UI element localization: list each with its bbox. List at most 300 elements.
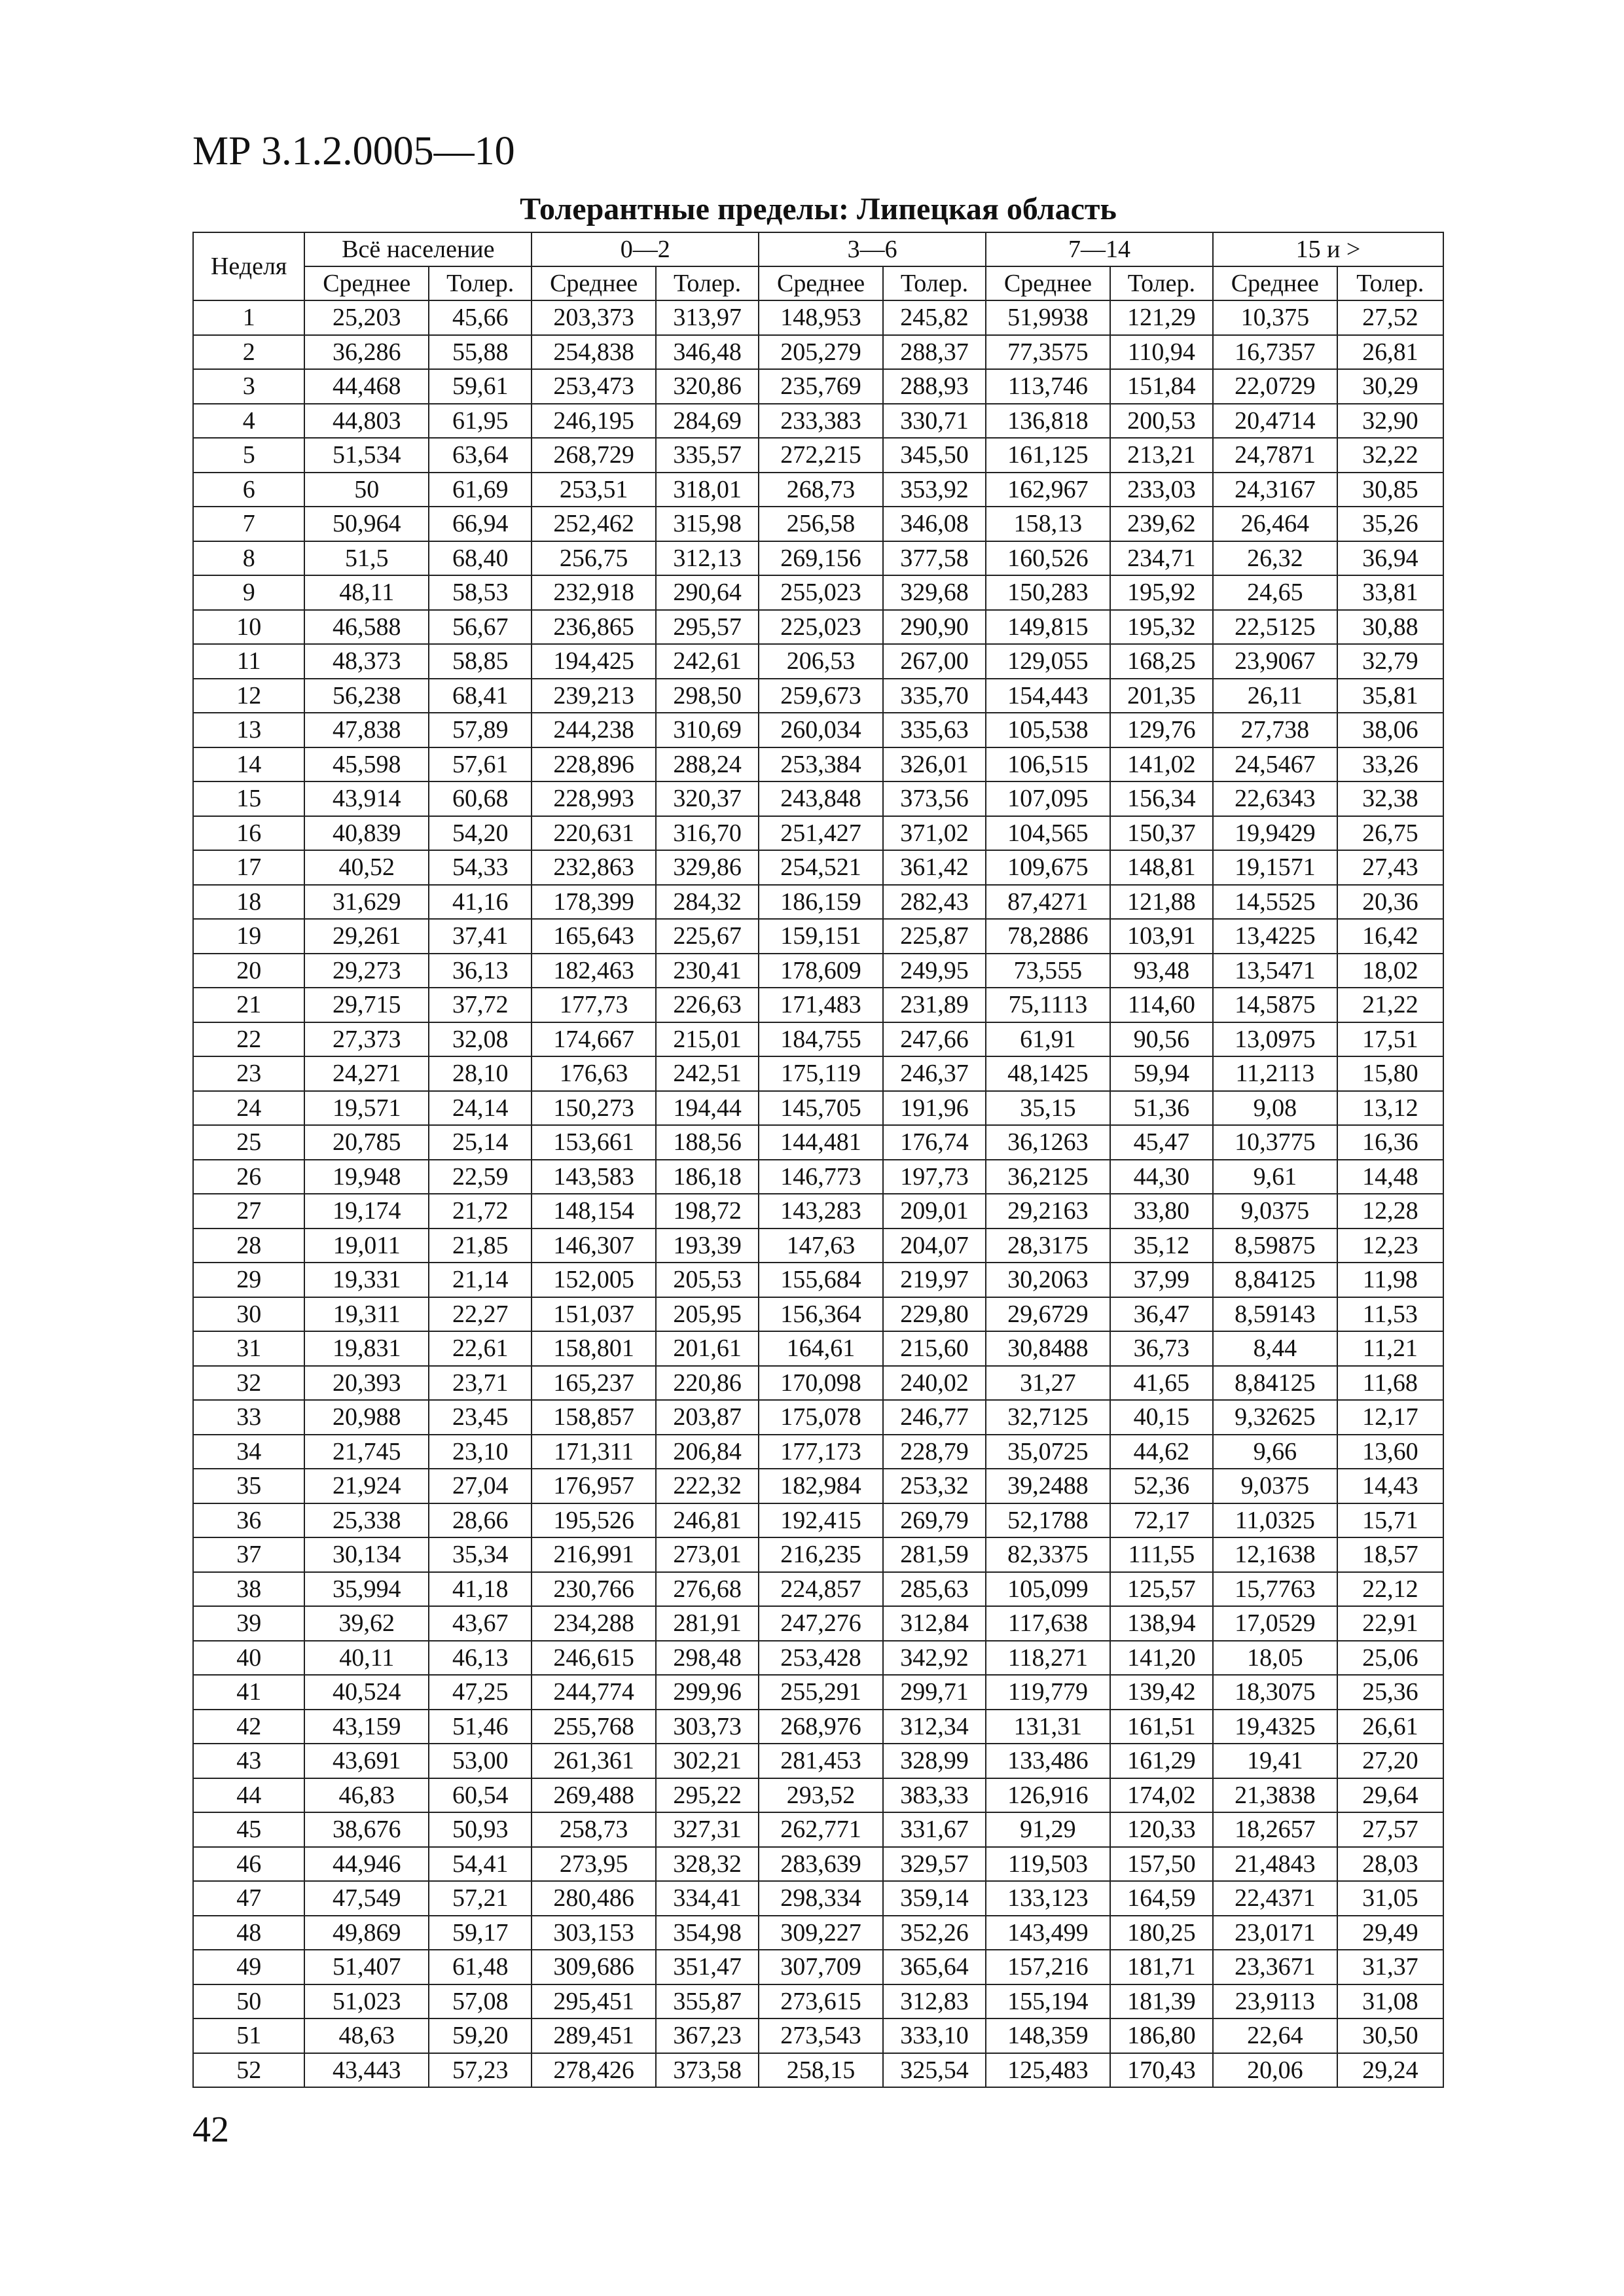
table-title: Толерантные пределы: Липецкая область <box>520 192 1117 226</box>
age-3-6-mean-cell: 159,151 <box>759 919 883 954</box>
age-15-plus-mean-cell: 18,2657 <box>1213 1812 1337 1847</box>
age-3-6-mean-cell: 177,173 <box>759 1435 883 1469</box>
table-row <box>193 610 1443 645</box>
age-3-6-tol-cell: 285,63 <box>883 1572 986 1607</box>
age-0-2-tol-cell: 288,24 <box>656 747 759 782</box>
age-0-2-mean-cell: 280,486 <box>532 1881 656 1916</box>
all-tol-cell: 57,61 <box>429 747 532 782</box>
table-row <box>193 1263 1443 1297</box>
age-15-plus-tol-cell: 31,08 <box>1337 1984 1443 2019</box>
age-3-6-mean-cell: 175,119 <box>759 1056 883 1091</box>
week-cell: 25 <box>193 1125 304 1160</box>
age-0-2-tol-cell: 329,86 <box>656 850 759 885</box>
age-15-plus-tol-cell: 31,37 <box>1337 1950 1443 1984</box>
age-15-plus-mean-cell: 26,32 <box>1213 541 1337 576</box>
age-7-14-mean-cell: 35,0725 <box>986 1435 1110 1469</box>
age-0-2-tol-cell: 188,56 <box>656 1125 759 1160</box>
week-cell: 12 <box>193 679 304 713</box>
age-15-plus-tol-cell: 16,42 <box>1337 919 1443 954</box>
table-row <box>193 438 1443 473</box>
age-0-2-tol-cell: 215,01 <box>656 1022 759 1057</box>
age-0-2-mean-cell: 268,729 <box>532 438 656 473</box>
all-mean-cell: 25,203 <box>304 300 429 335</box>
age-3-6-tol-cell: 299,71 <box>883 1675 986 1710</box>
age-15-plus-tol-cell: 33,81 <box>1337 575 1443 610</box>
table-row <box>193 1881 1443 1916</box>
age-15-plus-tol-cell: 32,79 <box>1337 644 1443 679</box>
age-7-14-tol-cell: 121,29 <box>1110 300 1213 335</box>
all-tol-cell: 25,14 <box>429 1125 532 1160</box>
age-7-14-tol-cell: 41,65 <box>1110 1366 1213 1401</box>
age-7-14-tol-cell: 156,34 <box>1110 781 1213 816</box>
table-row <box>193 1641 1443 1676</box>
age-7-14-tol-cell: 170,43 <box>1110 2053 1213 2088</box>
age-7-14-tol-cell: 150,37 <box>1110 816 1213 851</box>
age-7-14-mean-cell: 61,91 <box>986 1022 1110 1057</box>
age-0-2-mean-cell: 151,037 <box>532 1297 656 1332</box>
age-7-14-mean-cell: 162,967 <box>986 473 1110 507</box>
age-7-14-mean-cell: 75,1113 <box>986 988 1110 1022</box>
age-15-plus-mean-cell: 14,5875 <box>1213 988 1337 1022</box>
age-3-6-tol-cell: 204,07 <box>883 1229 986 1263</box>
all-mean-cell: 44,468 <box>304 369 429 404</box>
week-cell: 11 <box>193 644 304 679</box>
week-cell: 4 <box>193 404 304 439</box>
age-0-2-tol-cell: 186,18 <box>656 1160 759 1194</box>
age-15-plus-mean-cell: 13,4225 <box>1213 919 1337 954</box>
all-tol-cell: 57,08 <box>429 1984 532 2019</box>
age-15-plus-tol-cell: 22,12 <box>1337 1572 1443 1607</box>
age-7-14-mean-cell: 48,1425 <box>986 1056 1110 1091</box>
week-cell: 40 <box>193 1641 304 1676</box>
age-0-2-mean-cell: 176,957 <box>532 1469 656 1503</box>
all-tol-cell: 61,95 <box>429 404 532 439</box>
age-0-2-mean-cell: 309,686 <box>532 1950 656 1984</box>
age-0-2-tol-cell: 276,68 <box>656 1572 759 1607</box>
age-7-14-tol-cell: 59,94 <box>1110 1056 1213 1091</box>
age-0-2-mean-cell: 246,615 <box>532 1641 656 1676</box>
age-0-2-tol-cell: 295,22 <box>656 1778 759 1813</box>
age-7-14-mean-cell: 52,1788 <box>986 1503 1110 1538</box>
all-mean-cell: 24,271 <box>304 1056 429 1091</box>
week-cell: 45 <box>193 1812 304 1847</box>
age-15-plus-mean-cell: 11,0325 <box>1213 1503 1337 1538</box>
all-mean-cell: 50,964 <box>304 507 429 541</box>
age-3-6-tol-cell: 253,32 <box>883 1469 986 1503</box>
age-15-plus-tol-cell: 27,20 <box>1337 1744 1443 1778</box>
age-3-6-tol-cell: 288,93 <box>883 369 986 404</box>
age-15-plus-tol-cell: 15,80 <box>1337 1056 1443 1091</box>
age-15-plus-tol-cell: 15,71 <box>1337 1503 1443 1538</box>
all-tol-cell: 41,16 <box>429 885 532 920</box>
age-15-plus-tol-cell: 26,81 <box>1337 335 1443 370</box>
age-0-2-mean-cell: 244,238 <box>532 713 656 747</box>
all-mean-cell: 43,159 <box>304 1710 429 1744</box>
age-7-14-tol-cell: 51,36 <box>1110 1091 1213 1126</box>
age-7-14-mean-cell: 119,503 <box>986 1847 1110 1882</box>
age-7-14-tol-cell: 233,03 <box>1110 473 1213 507</box>
age-15-plus-tol-cell: 29,49 <box>1337 1916 1443 1950</box>
age-15-plus-mean-cell: 8,44 <box>1213 1331 1337 1366</box>
age-3-6-mean-cell: 268,976 <box>759 1710 883 1744</box>
age-3-6-mean-cell: 205,279 <box>759 335 883 370</box>
age-15-plus-mean-cell: 8,84125 <box>1213 1366 1337 1401</box>
age-0-2-tol-cell: 367,23 <box>656 2018 759 2053</box>
all-mean-cell: 19,571 <box>304 1091 429 1126</box>
age-7-14-mean-cell: 91,29 <box>986 1812 1110 1847</box>
all-tol-cell: 23,10 <box>429 1435 532 1469</box>
age-7-14-mean-cell: 161,125 <box>986 438 1110 473</box>
age-15-plus-mean-cell: 20,4714 <box>1213 404 1337 439</box>
week-cell: 23 <box>193 1056 304 1091</box>
age-0-2-tol-cell: 281,91 <box>656 1606 759 1641</box>
age-7-14-mean-cell: 87,4271 <box>986 885 1110 920</box>
age-0-2-tol-cell: 303,73 <box>656 1710 759 1744</box>
age-7-14-mean-cell: 28,3175 <box>986 1229 1110 1263</box>
week-cell: 20 <box>193 954 304 988</box>
age-7-14-mean-cell: 82,3375 <box>986 1537 1110 1572</box>
all-mean-cell: 29,261 <box>304 919 429 954</box>
age-3-6-mean-cell: 251,427 <box>759 816 883 851</box>
table-row <box>193 1847 1443 1882</box>
table-row <box>193 1503 1443 1538</box>
age-3-6-tol-cell: 365,64 <box>883 1950 986 1984</box>
age-0-2-tol-cell: 315,98 <box>656 507 759 541</box>
age-7-14-mean-cell: 118,271 <box>986 1641 1110 1676</box>
age-3-6-mean-cell: 256,58 <box>759 507 883 541</box>
all-tol-cell: 54,41 <box>429 1847 532 1882</box>
age-15-plus-mean-cell: 26,464 <box>1213 507 1337 541</box>
age-15-plus-mean-cell: 15,7763 <box>1213 1572 1337 1607</box>
age-3-6-tol-cell: 240,02 <box>883 1366 986 1401</box>
age-3-6-mean-cell: 143,283 <box>759 1194 883 1229</box>
age-0-2-tol-cell: 328,32 <box>656 1847 759 1882</box>
age-0-2-tol-cell: 198,72 <box>656 1194 759 1229</box>
table-row <box>193 713 1443 747</box>
all-mean-cell: 48,373 <box>304 644 429 679</box>
age-3-6-mean-cell: 145,705 <box>759 1091 883 1126</box>
age-3-6-mean-cell: 262,771 <box>759 1812 883 1847</box>
week-cell: 14 <box>193 747 304 782</box>
all-mean-cell: 44,946 <box>304 1847 429 1882</box>
age-3-6-tol-cell: 352,26 <box>883 1916 986 1950</box>
age-0-2-tol-cell: 226,63 <box>656 988 759 1022</box>
age-0-2-mean-cell: 194,425 <box>532 644 656 679</box>
table-row <box>193 1812 1443 1847</box>
age-7-14-tol-cell: 125,57 <box>1110 1572 1213 1607</box>
week-cell: 24 <box>193 1091 304 1126</box>
all-mean-cell: 51,5 <box>304 541 429 576</box>
age-3-6-tol-cell: 247,66 <box>883 1022 986 1057</box>
all-tol-cell: 56,67 <box>429 610 532 645</box>
all-mean-cell: 45,598 <box>304 747 429 782</box>
age-0-2-mean-cell: 239,213 <box>532 679 656 713</box>
age-0-2-mean-cell: 171,311 <box>532 1435 656 1469</box>
week-cell: 35 <box>193 1469 304 1503</box>
age-15-plus-mean-cell: 18,3075 <box>1213 1675 1337 1710</box>
age-7-14-mean-cell: 136,818 <box>986 404 1110 439</box>
age-0-2-tol-cell: 205,95 <box>656 1297 759 1332</box>
all-tol-cell: 61,48 <box>429 1950 532 1984</box>
age-0-2-mean-cell: 174,667 <box>532 1022 656 1057</box>
age-15-plus-tol-cell: 11,53 <box>1337 1297 1443 1332</box>
age-0-2-tol-cell: 298,50 <box>656 679 759 713</box>
tol-header: Толер. <box>883 266 986 300</box>
all-mean-cell: 43,443 <box>304 2053 429 2088</box>
age-15-plus-tol-cell: 11,98 <box>1337 1263 1443 1297</box>
age-7-14-mean-cell: 158,13 <box>986 507 1110 541</box>
age-3-6-mean-cell: 268,73 <box>759 473 883 507</box>
all-mean-cell: 43,691 <box>304 1744 429 1778</box>
age-0-2-tol-cell: 320,37 <box>656 781 759 816</box>
age-3-6-tol-cell: 231,89 <box>883 988 986 1022</box>
age-0-2-mean-cell: 177,73 <box>532 988 656 1022</box>
table-row <box>193 644 1443 679</box>
group-header-all: Всё население <box>304 232 532 266</box>
table-row <box>193 850 1443 885</box>
age-7-14-tol-cell: 186,80 <box>1110 2018 1213 2053</box>
age-15-plus-mean-cell: 14,5525 <box>1213 885 1337 920</box>
age-3-6-tol-cell: 312,83 <box>883 1984 986 2019</box>
age-15-plus-mean-cell: 13,5471 <box>1213 954 1337 988</box>
week-header: Неделя <box>193 232 304 300</box>
age-3-6-mean-cell: 225,023 <box>759 610 883 645</box>
age-3-6-tol-cell: 329,57 <box>883 1847 986 1882</box>
table-row <box>193 1778 1443 1813</box>
age-7-14-tol-cell: 174,02 <box>1110 1778 1213 1813</box>
all-mean-cell: 38,676 <box>304 1812 429 1847</box>
age-7-14-tol-cell: 139,42 <box>1110 1675 1213 1710</box>
all-tol-cell: 23,45 <box>429 1400 532 1435</box>
age-3-6-mean-cell: 259,673 <box>759 679 883 713</box>
all-mean-cell: 29,715 <box>304 988 429 1022</box>
all-mean-cell: 47,549 <box>304 1881 429 1916</box>
all-tol-cell: 60,68 <box>429 781 532 816</box>
age-3-6-mean-cell: 175,078 <box>759 1400 883 1435</box>
age-0-2-mean-cell: 195,526 <box>532 1503 656 1538</box>
all-mean-cell: 19,331 <box>304 1263 429 1297</box>
age-15-plus-tol-cell: 30,88 <box>1337 610 1443 645</box>
age-7-14-tol-cell: 35,12 <box>1110 1229 1213 1263</box>
table-row <box>193 1022 1443 1057</box>
age-0-2-mean-cell: 228,896 <box>532 747 656 782</box>
all-tol-cell: 46,13 <box>429 1641 532 1676</box>
age-7-14-tol-cell: 151,84 <box>1110 369 1213 404</box>
age-0-2-mean-cell: 269,488 <box>532 1778 656 1813</box>
all-tol-cell: 60,54 <box>429 1778 532 1813</box>
table-row <box>193 1710 1443 1744</box>
age-0-2-tol-cell: 220,86 <box>656 1366 759 1401</box>
age-7-14-mean-cell: 109,675 <box>986 850 1110 885</box>
age-15-plus-mean-cell: 22,6343 <box>1213 781 1337 816</box>
age-0-2-mean-cell: 232,918 <box>532 575 656 610</box>
all-mean-cell: 21,924 <box>304 1469 429 1503</box>
age-7-14-tol-cell: 90,56 <box>1110 1022 1213 1057</box>
age-0-2-mean-cell: 153,661 <box>532 1125 656 1160</box>
age-3-6-mean-cell: 307,709 <box>759 1950 883 1984</box>
age-15-plus-mean-cell: 17,0529 <box>1213 1606 1337 1641</box>
age-3-6-tol-cell: 281,59 <box>883 1537 986 1572</box>
age-15-plus-mean-cell: 19,1571 <box>1213 850 1337 885</box>
age-0-2-mean-cell: 230,766 <box>532 1572 656 1607</box>
tol-header: Толер. <box>1110 266 1213 300</box>
age-3-6-tol-cell: 342,92 <box>883 1641 986 1676</box>
age-7-14-mean-cell: 29,2163 <box>986 1194 1110 1229</box>
age-0-2-mean-cell: 236,865 <box>532 610 656 645</box>
age-15-plus-mean-cell: 26,11 <box>1213 679 1337 713</box>
week-cell: 39 <box>193 1606 304 1641</box>
age-3-6-tol-cell: 176,74 <box>883 1125 986 1160</box>
table-header <box>193 232 1443 300</box>
age-7-14-tol-cell: 141,02 <box>1110 747 1213 782</box>
age-3-6-tol-cell: 333,10 <box>883 2018 986 2053</box>
age-15-plus-mean-cell: 24,5467 <box>1213 747 1337 782</box>
age-3-6-mean-cell: 224,857 <box>759 1572 883 1607</box>
all-mean-cell: 40,839 <box>304 816 429 851</box>
tolerance-table <box>192 232 1444 2088</box>
age-0-2-tol-cell: 302,21 <box>656 1744 759 1778</box>
all-mean-cell: 39,62 <box>304 1606 429 1641</box>
age-15-plus-mean-cell: 27,738 <box>1213 713 1337 747</box>
all-tol-cell: 59,61 <box>429 369 532 404</box>
all-mean-cell: 44,803 <box>304 404 429 439</box>
all-mean-cell: 19,174 <box>304 1194 429 1229</box>
age-0-2-tol-cell: 316,70 <box>656 816 759 851</box>
age-15-plus-mean-cell: 8,84125 <box>1213 1263 1337 1297</box>
week-cell: 46 <box>193 1847 304 1882</box>
age-7-14-tol-cell: 234,71 <box>1110 541 1213 576</box>
age-3-6-mean-cell: 235,769 <box>759 369 883 404</box>
age-3-6-mean-cell: 171,483 <box>759 988 883 1022</box>
age-15-plus-tol-cell: 32,38 <box>1337 781 1443 816</box>
all-mean-cell: 19,011 <box>304 1229 429 1263</box>
age-3-6-tol-cell: 288,37 <box>883 335 986 370</box>
all-mean-cell: 20,393 <box>304 1366 429 1401</box>
week-cell: 31 <box>193 1331 304 1366</box>
age-7-14-tol-cell: 239,62 <box>1110 507 1213 541</box>
age-0-2-mean-cell: 165,643 <box>532 919 656 954</box>
table-row <box>193 1984 1443 2019</box>
all-tol-cell: 27,04 <box>429 1469 532 1503</box>
age-15-plus-mean-cell: 23,9113 <box>1213 1984 1337 2019</box>
age-3-6-tol-cell: 383,33 <box>883 1778 986 1813</box>
age-7-14-mean-cell: 150,283 <box>986 575 1110 610</box>
age-15-plus-mean-cell: 22,5125 <box>1213 610 1337 645</box>
age-0-2-tol-cell: 284,69 <box>656 404 759 439</box>
age-7-14-tol-cell: 114,60 <box>1110 988 1213 1022</box>
week-cell: 51 <box>193 2018 304 2053</box>
age-15-plus-mean-cell: 11,2113 <box>1213 1056 1337 1091</box>
table-row <box>193 919 1443 954</box>
age-0-2-tol-cell: 335,57 <box>656 438 759 473</box>
all-mean-cell: 29,273 <box>304 954 429 988</box>
all-tol-cell: 58,85 <box>429 644 532 679</box>
age-7-14-mean-cell: 155,194 <box>986 1984 1110 2019</box>
age-0-2-mean-cell: 278,426 <box>532 2053 656 2088</box>
age-0-2-tol-cell: 206,84 <box>656 1435 759 1469</box>
age-3-6-tol-cell: 290,90 <box>883 610 986 645</box>
all-mean-cell: 50 <box>304 473 429 507</box>
all-tol-cell: 59,17 <box>429 1916 532 1950</box>
all-mean-cell: 21,745 <box>304 1435 429 1469</box>
age-15-plus-mean-cell: 9,61 <box>1213 1160 1337 1194</box>
age-7-14-mean-cell: 117,638 <box>986 1606 1110 1641</box>
age-7-14-tol-cell: 148,81 <box>1110 850 1213 885</box>
age-3-6-mean-cell: 243,848 <box>759 781 883 816</box>
age-15-plus-tol-cell: 18,02 <box>1337 954 1443 988</box>
age-7-14-tol-cell: 141,20 <box>1110 1641 1213 1676</box>
age-3-6-mean-cell: 146,773 <box>759 1160 883 1194</box>
age-15-plus-tol-cell: 11,21 <box>1337 1331 1443 1366</box>
week-cell: 29 <box>193 1263 304 1297</box>
age-3-6-mean-cell: 192,415 <box>759 1503 883 1538</box>
age-0-2-tol-cell: 284,32 <box>656 885 759 920</box>
table-row <box>193 1194 1443 1229</box>
all-tol-cell: 22,27 <box>429 1297 532 1332</box>
week-cell: 41 <box>193 1675 304 1710</box>
all-mean-cell: 35,994 <box>304 1572 429 1607</box>
week-cell: 19 <box>193 919 304 954</box>
age-3-6-mean-cell: 272,215 <box>759 438 883 473</box>
age-15-plus-mean-cell: 24,7871 <box>1213 438 1337 473</box>
age-7-14-tol-cell: 36,47 <box>1110 1297 1213 1332</box>
all-tol-cell: 63,64 <box>429 438 532 473</box>
mean-header: Среднее <box>304 266 429 300</box>
age-15-plus-tol-cell: 36,94 <box>1337 541 1443 576</box>
age-7-14-mean-cell: 154,443 <box>986 679 1110 713</box>
age-0-2-tol-cell: 230,41 <box>656 954 759 988</box>
table-row <box>193 1744 1443 1778</box>
all-tol-cell: 21,72 <box>429 1194 532 1229</box>
age-7-14-mean-cell: 78,2886 <box>986 919 1110 954</box>
age-0-2-mean-cell: 303,153 <box>532 1916 656 1950</box>
age-0-2-tol-cell: 193,39 <box>656 1229 759 1263</box>
age-3-6-mean-cell: 260,034 <box>759 713 883 747</box>
all-mean-cell: 20,785 <box>304 1125 429 1160</box>
all-mean-cell: 56,238 <box>304 679 429 713</box>
age-0-2-mean-cell: 152,005 <box>532 1263 656 1297</box>
age-7-14-mean-cell: 105,538 <box>986 713 1110 747</box>
age-7-14-tol-cell: 45,47 <box>1110 1125 1213 1160</box>
age-3-6-mean-cell: 273,543 <box>759 2018 883 2053</box>
age-0-2-tol-cell: 273,01 <box>656 1537 759 1572</box>
age-15-plus-tol-cell: 13,12 <box>1337 1091 1443 1126</box>
tol-header: Толер. <box>656 266 759 300</box>
all-tol-cell: 36,13 <box>429 954 532 988</box>
age-0-2-tol-cell: 201,61 <box>656 1331 759 1366</box>
age-15-plus-mean-cell: 9,0375 <box>1213 1194 1337 1229</box>
table-row <box>193 954 1443 988</box>
age-7-14-mean-cell: 125,483 <box>986 2053 1110 2088</box>
age-15-plus-tol-cell: 12,28 <box>1337 1194 1443 1229</box>
age-7-14-tol-cell: 161,29 <box>1110 1744 1213 1778</box>
all-tol-cell: 23,71 <box>429 1366 532 1401</box>
age-7-14-mean-cell: 30,8488 <box>986 1331 1110 1366</box>
age-15-plus-tol-cell: 16,36 <box>1337 1125 1443 1160</box>
week-cell: 7 <box>193 507 304 541</box>
age-15-plus-mean-cell: 10,3775 <box>1213 1125 1337 1160</box>
age-3-6-tol-cell: 312,34 <box>883 1710 986 1744</box>
age-3-6-tol-cell: 335,70 <box>883 679 986 713</box>
age-3-6-mean-cell: 253,428 <box>759 1641 883 1676</box>
age-3-6-tol-cell: 269,79 <box>883 1503 986 1538</box>
age-3-6-tol-cell: 267,00 <box>883 644 986 679</box>
age-15-plus-tol-cell: 14,43 <box>1337 1469 1443 1503</box>
table-row <box>193 1916 1443 1950</box>
table-row <box>193 369 1443 404</box>
table-row <box>193 885 1443 920</box>
age-3-6-mean-cell: 255,023 <box>759 575 883 610</box>
